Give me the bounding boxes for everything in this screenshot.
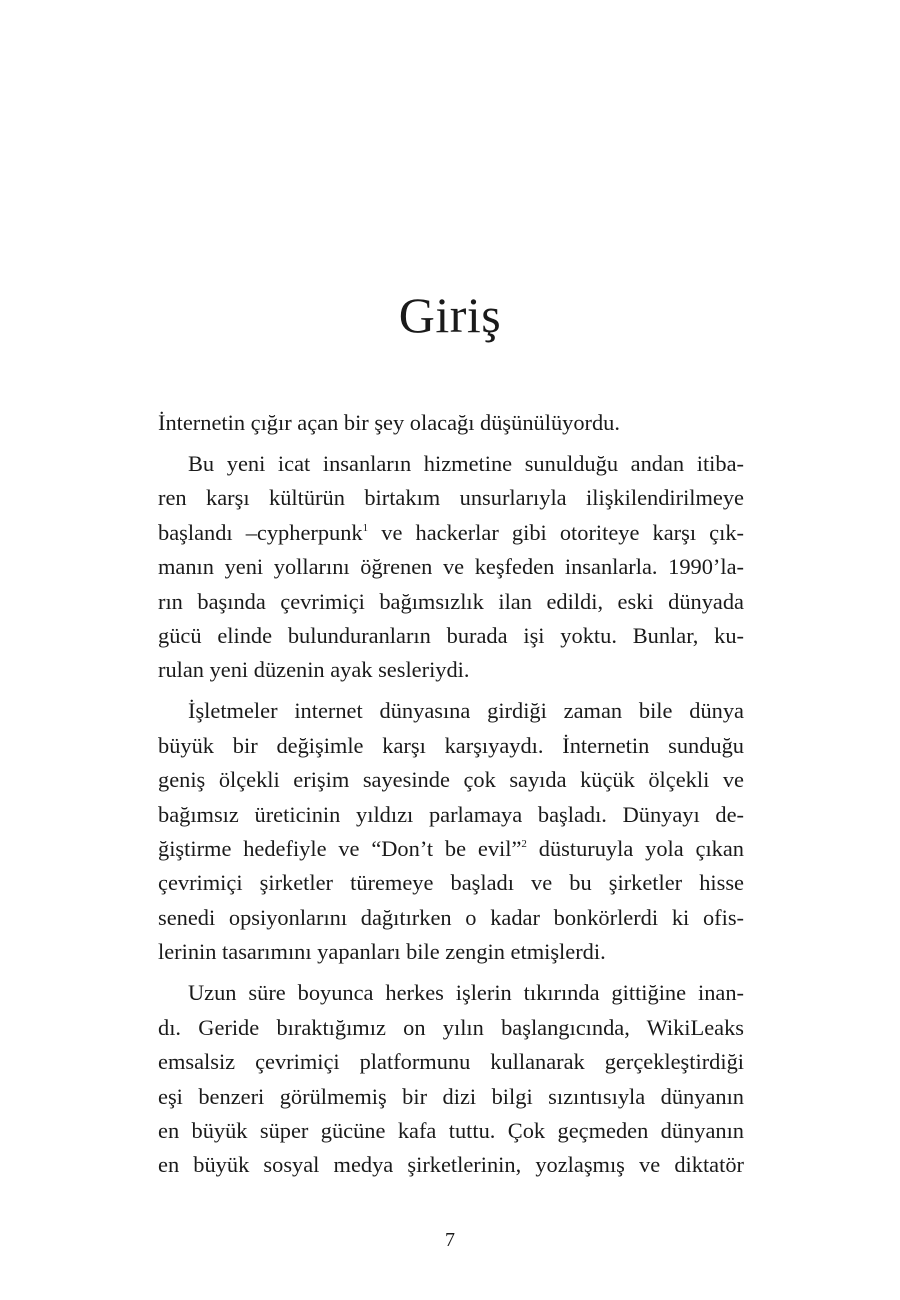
footnote-marker[interactable]: 1 [362, 521, 369, 534]
text-line: en büyük sosyal medya şirketlerinin, yozlaşmış ve diktatör [158, 1152, 744, 1178]
text-line: ren karşı kültürün birtakım unsurlarıyla ilişkilendirilmeye [158, 485, 744, 511]
paragraph-2 [158, 447, 744, 688]
text-segment: başlandı –cypherpunk [158, 519, 363, 545]
text-line: eşi benzeri görülmemiş bir dizi bilgi sızıntısıyla dünyanın [158, 1083, 744, 1109]
text-line: geniş ölçekli erişim sayesinde çok sayıda küçük ölçekli ve [158, 767, 744, 793]
text-line: emsalsiz çevrimiçi platformunu kullanarak gerçekleştirdiği [158, 1049, 744, 1075]
text-segment: ğiştirme hedefiyle ve “Don’t be evil” [158, 836, 522, 862]
text-line: senedi opsiyonlarını dağıtırken o kadar bonkörlerdi ki ofis- [158, 904, 744, 930]
text-line: lerinin tasarımını yapanları bile zengin etmişlerdi. [158, 939, 606, 965]
paragraph-4 [158, 976, 744, 1182]
text-line-with-footnote [158, 832, 744, 866]
text-line-with-footnote [158, 516, 744, 550]
paragraph-1 [158, 406, 744, 440]
text-line: İşletmeler internet dünyasına girdiği zaman bile dünya [188, 698, 744, 724]
text-line: en büyük süper gücüne kafa tuttu. Çok geçmeden dünyanın [158, 1117, 744, 1143]
text-line: çevrimiçi şirketler türemeye başladı ve bu şirketler hisse [158, 870, 744, 896]
chapter-title: Giriş [398, 287, 502, 343]
text-line: Bu yeni icat insanların hizmetine sunulduğu andan itiba- [188, 451, 744, 476]
text-line: rulan yeni düzenin ayak sesleriydi. [158, 657, 470, 683]
text-line: rın başında çevrimiçi bağımsızlık ilan edildi, eski dünyada [158, 588, 744, 614]
body-text [158, 406, 744, 1189]
footnote-marker[interactable]: 2 [521, 838, 527, 851]
page-number: 7 [445, 1229, 455, 1251]
text-segment: düsturuyla yola çıkan [526, 836, 744, 862]
text-line: Uzun süre boyunca herkes işlerin tıkırında gittiğine inan- [188, 980, 744, 1006]
text-line: büyük bir değişimle karşı karşıyaydı. İnternetin sunduğu [158, 732, 744, 758]
text-line: bağımsız üreticinin yıldızı parlamaya başladı. Dünyayı de- [158, 801, 744, 827]
text-segment: ve hackerlar gibi otoriteye karşı çık- [368, 519, 744, 545]
text-line: İnternetin çığır açan bir şey olacağı düşünülüyordu. [158, 410, 620, 435]
text-line: manın yeni yollarını öğrenen ve keşfeden insanlarla. 1990’la- [158, 554, 744, 580]
paragraph-3 [158, 694, 744, 969]
text-line: gücü elinde bulunduranların burada işi yoktu. Bunlar, ku- [158, 623, 744, 649]
text-line: dı. Geride bıraktığımız on yılın başlangıcında, WikiLeaks [158, 1014, 744, 1040]
